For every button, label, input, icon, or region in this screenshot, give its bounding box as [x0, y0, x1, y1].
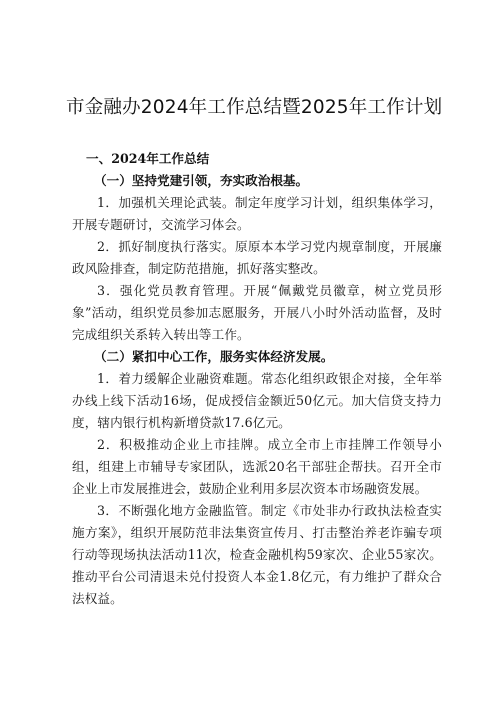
paragraph-financing: 1．着力缓解企业融资难题。常态化组织政银企对接，全年举办线上线下活动16场，促成授信金额近50亿元。加大信贷支持力度，辖内银行机构新增贷款17.6亿元。 — [72, 371, 442, 430]
paragraph-system-implementation: 2．抓好制度执行落实。原原本本学习党内规章制度，开展廉政风险排查，制定防范措施，抓好落实整改。 — [72, 239, 442, 276]
document-body — [72, 148, 442, 610]
paragraph-member-management: 3．强化党员教育管理。开展“佩戴党员徽章，树立党员形象”活动，组织党员参加志愿服务，开展八小时外活动监督，及时完成组织关系转入转出等工作。 — [72, 283, 442, 342]
subsection-heading-party-building: （一）坚持党建引领，夯实政治根基。 — [94, 173, 309, 188]
paragraph-supervision: 3．不断强化地方金融监管。制定《市处非办行政执法检查实施方案》，组织开展防范非法集资宣传月、打击整治养老诈骗专项行动等现场执法活动11次，检查金融机构59家次、企业55家次。推动平台公司清退未兑付投资人本金1.8亿元，有力维护了群众合法权益。 — [72, 503, 442, 606]
paragraph-listing: 2．积极推动企业上市挂牌。成立全市上市挂牌工作领导小组，组建上市辅导专家团队，选派20名干部驻企帮扶。召开全市企业上市发展推进会，鼓励企业利用多层次资本市场融资发展。 — [72, 437, 442, 496]
paragraph-theory-study: 1．加强机关理论武装。制定年度学习计划，组织集体学习，开展专题研讨，交流学习体会。 — [72, 195, 442, 232]
section-heading-summary: 一、2024年工作总结 — [86, 151, 210, 166]
document-title: 市金融办2024年工作总结暨2025年工作计划 — [66, 97, 443, 118]
subsection-heading-economic-service: （二）紧扣中心工作，服务实体经济发展。 — [94, 349, 334, 364]
